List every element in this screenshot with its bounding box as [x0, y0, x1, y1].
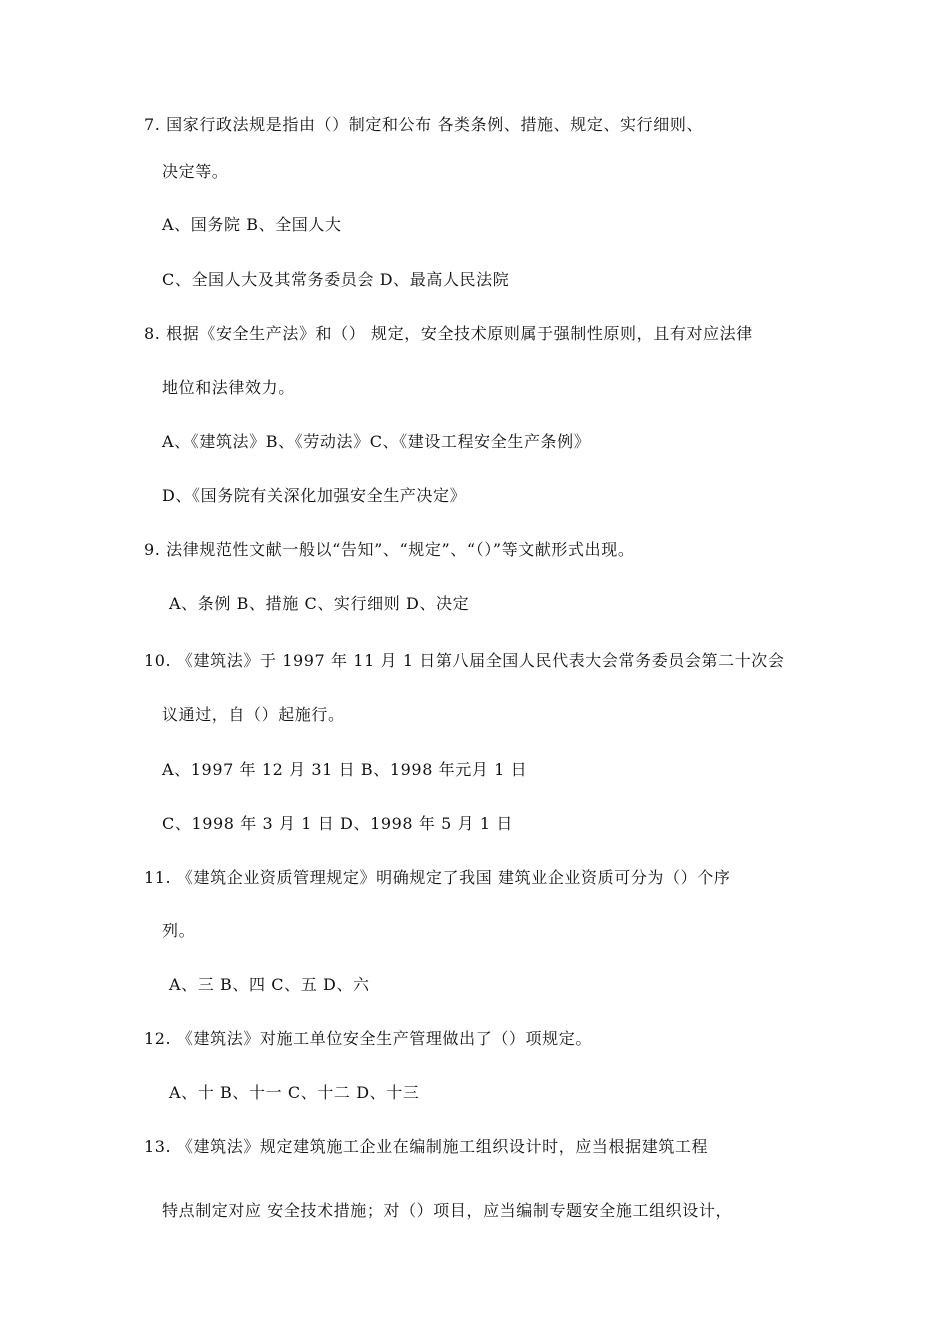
q7-options-cd: C、全国人大及其常务委员会 D、最高人民法院 — [162, 270, 510, 289]
q9-options: A、条例 B、措施 C、实行细则 D、决定 — [169, 594, 470, 613]
q11-line-1: 11. 《建筑企业资质管理规定》明确规定了我国 建筑业企业资质可分为（）个序 — [144, 868, 731, 887]
q8-options-abc: A、《建筑法》B、《劳动法》C、《建设工程安全生产条例》 — [162, 432, 591, 451]
q10-line-2: 议通过，自（）起施行。 — [162, 705, 345, 724]
q9-line-1: 9. 法律规范性文献一般以“告知”、“规定”、“（）”等文献形式出现。 — [144, 540, 635, 559]
q10-line-1: 10. 《建筑法》于 1997 年 11 月 1 日第八届全国人民代表大会常务委员会第二十次会 — [144, 651, 785, 670]
q7-options-ab: A、国务院 B、全国人大 — [162, 215, 342, 234]
q10-options-ab: A、1997 年 12 月 31 日 B、1998 年元月 1 日 — [162, 760, 528, 779]
q7-line-1: 7. 国家行政法规是指由（）制定和公布 各类条例、措施、规定、实行细则、 — [144, 115, 704, 134]
q13-line-2: 特点制定对应 安全技术措施；对（）项目，应当编制专题安全施工组织设计， — [162, 1201, 733, 1220]
q13-line-1: 13. 《建筑法》规定建筑施工企业在编制施工组织设计时，应当根据建筑工程 — [144, 1137, 709, 1156]
q12-line-1: 12. 《建筑法》对施工单位安全生产管理做出了（）项规定。 — [144, 1029, 592, 1048]
q7-line-2: 决定等。 — [162, 162, 229, 181]
q10-options-cd: C、1998 年 3 月 1 日 D、1998 年 5 月 1 日 — [162, 814, 513, 833]
q11-options: A、三 B、四 C、五 D、六 — [169, 975, 370, 994]
q8-line-1: 8. 根据《安全生产法》和（） 规定，安全技术原则属于强制性原则，且有对应法律 — [144, 324, 753, 343]
q11-line-2: 列。 — [162, 921, 196, 940]
q8-line-2: 地位和法律效力。 — [162, 378, 295, 397]
q12-options: A、十 B、十一 C、十二 D、十三 — [169, 1083, 420, 1102]
q8-option-d: D、《国务院有关深化加强安全生产决定》 — [162, 486, 467, 505]
